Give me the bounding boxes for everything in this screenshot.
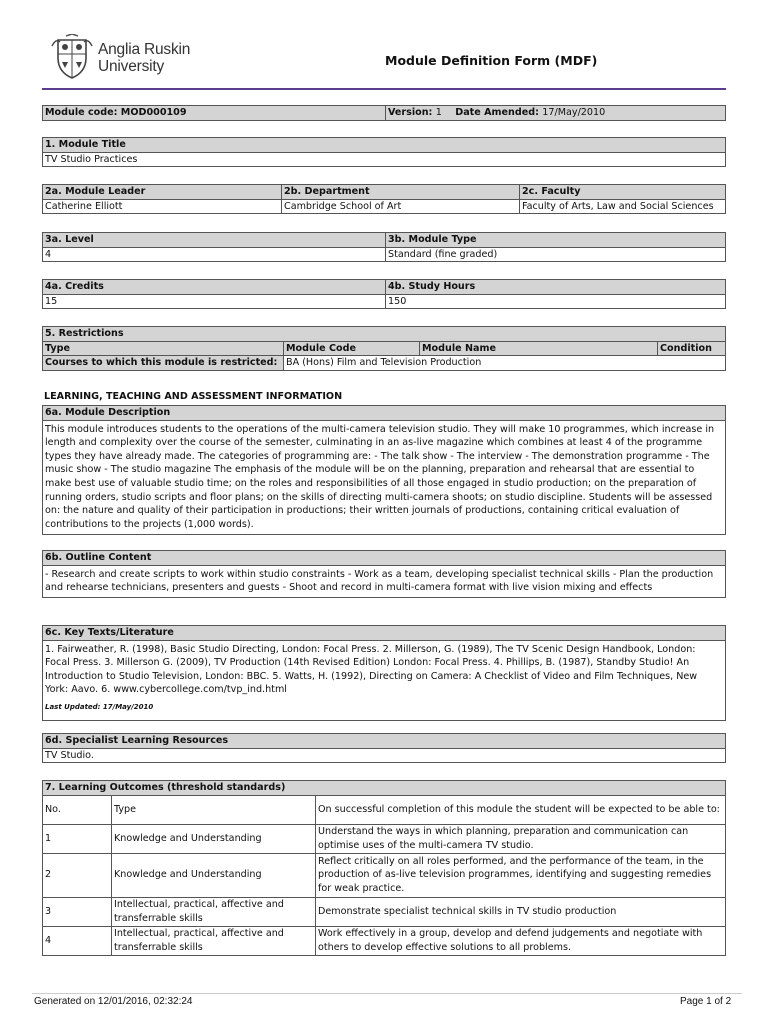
outline-content-table [42, 550, 726, 598]
module-title-table [42, 137, 726, 167]
outcome-text: Reflect critically on all roles performed, and the performance of the team, in the production of as-live television programmes, identifying and suggesting remedies for weak practice. [316, 853, 726, 897]
module-title-value: TV Studio Practices [43, 152, 726, 167]
level-value: 4 [43, 247, 386, 262]
outcome-no: 3 [43, 897, 112, 926]
level-type-table [42, 232, 726, 262]
outcomes-col-type: Type [112, 795, 316, 824]
restrictions-col-code: Module Code [284, 341, 420, 356]
university-name-line2: University [98, 58, 165, 75]
key-texts-body: 1. Fairweather, R. (1998), Basic Studio Directing, London: Focal Press. 2. Millerson, G. (1989), The TV Scenic Design Handbook, London: Focal Press. 3. Millerson G. (2009), TV Production (14th Revised Edition) London: Focal Press. 4. Phillips, B. (1987), Standby Studio! An Introduction to Studio Television, London: BBC. 5. Watts, H. (1992), Directing on Camera: A Checklist of Video and Film Techniques, New York: Aavo. 6. www.cybercollege.com/tvp_ind.html [45, 643, 698, 696]
learning-resources-table [42, 733, 726, 763]
outcome-text: Demonstrate specialist technical skills in TV studio production [316, 897, 726, 926]
date-amended-label: Date Amended: [455, 107, 539, 118]
outcome-text: Understand the ways in which planning, preparation and communication can optimise uses of the multi-camera TV studio. [316, 824, 726, 853]
restrictions-heading: 5. Restrictions [43, 327, 726, 342]
faculty-label: 2c. Faculty [520, 185, 726, 200]
module-type-value: Standard (fine graded) [386, 247, 726, 262]
learning-outcomes-heading: 7. Learning Outcomes (threshold standards) [43, 781, 726, 796]
learning-outcomes-table [42, 780, 726, 956]
version-value: 1 [435, 107, 442, 118]
table-row [43, 897, 726, 926]
key-texts-heading: 6c. Key Texts/Literature [43, 626, 726, 641]
outcome-text: Work effectively in a group, develop and defend judgements and negotiate with others to develop effective solutions to all problems. [316, 926, 726, 955]
outcome-type: Intellectual, practical, affective and transferrable skills [112, 897, 316, 926]
credits-hours-table [42, 279, 726, 309]
outcomes-col-no: No. [43, 795, 112, 824]
faculty-value: Faculty of Arts, Law and Social Sciences [520, 199, 726, 214]
outcome-type: Knowledge and Understanding [112, 853, 316, 897]
leader-department-faculty-table [42, 184, 726, 214]
version-label: Version: [388, 107, 433, 118]
outline-content-heading: 6b. Outline Content [43, 551, 726, 566]
restrictions-col-name: Module Name [420, 341, 658, 356]
credits-value: 15 [43, 294, 386, 309]
outcome-no: 4 [43, 926, 112, 955]
outcome-type: Knowledge and Understanding [112, 824, 316, 853]
last-updated: Last Updated: 17/May/2010 [45, 702, 154, 711]
study-hours-label: 4b. Study Hours [386, 280, 726, 295]
outcome-type: Intellectual, practical, affective and transferrable skills [112, 926, 316, 955]
key-texts-table [42, 625, 726, 721]
university-name-line1: Anglia Ruskin [98, 41, 191, 58]
form-title: Module Definition Form (MDF) [385, 53, 598, 68]
learning-resources-value: TV Studio. [43, 748, 726, 763]
outline-content-body: - Research and create scripts to work within studio constraints - Work as a team, developing specialist technical skills - Plan the production and rehearse technicians, presenters and guests - Shoot and record in multi-camera format with live vision mixing and effects [43, 565, 726, 597]
table-row [43, 824, 726, 853]
module-description-body: This module introduces students to the operations of the multi-camera television studio. They will make 10 programmes, which increase in length and complexity over the course of the semester, culminating in an as-live magazine which combines at least 4 of the programme types they have already made. The categories of programming are: - The talk show - The interview - The demonstration programme - The music show - The studio magazine The emphasis of the module will be on the planning, preparation and rehearsal that are essential to make best use of valuable studio time; on the roles and responsibilities of all those engaged in studio production; on the preparation of running orders, studio scripts and floor plans; on the skills of directing multi-camera shoots; on studio discipline. Students will be assessed on: the nature and quality of their participation in productions; their written journals of productions, containing critical evaluation of contributions to the projects (1,000 words). [43, 420, 726, 535]
restrictions-col-condition: Condition [658, 341, 726, 356]
department-value: Cambridge School of Art [282, 199, 520, 214]
learning-resources-heading: 6d. Specialist Learning Resources [43, 734, 726, 749]
restrictions-row-value: BA (Hons) Film and Television Production [284, 356, 726, 371]
key-texts-cell [43, 640, 726, 720]
generated-timestamp: Generated on 12/01/2016, 02:32:24 [34, 996, 193, 1007]
table-row [43, 853, 726, 897]
restrictions-col-type: Type [43, 341, 284, 356]
module-description-heading: 6a. Module Description [43, 406, 726, 421]
outcome-no: 2 [43, 853, 112, 897]
level-label: 3a. Level [43, 233, 386, 248]
date-amended-value: 17/May/2010 [542, 107, 606, 118]
module-code: Module code: MOD000109 [43, 106, 386, 121]
module-info-table [42, 105, 726, 121]
university-logo [50, 34, 210, 84]
ltai-heading: LEARNING, TEACHING AND ASSESSMENT INFORMATION [44, 391, 343, 402]
restrictions-row-label: Courses to which this module is restricted: [43, 356, 284, 371]
module-leader-label: 2a. Module Leader [43, 185, 282, 200]
table-row [43, 926, 726, 955]
module-title-heading: 1. Module Title [43, 138, 726, 153]
department-label: 2b. Department [282, 185, 520, 200]
page-number: Page 1 of 2 [680, 996, 732, 1007]
study-hours-value: 150 [386, 294, 726, 309]
outcome-no: 1 [43, 824, 112, 853]
module-type-label: 3b. Module Type [386, 233, 726, 248]
footer-divider [32, 993, 742, 994]
version-date-cell [386, 106, 726, 121]
outcomes-col-outcome: On successful completion of this module the student will be expected to be able to: [316, 795, 726, 824]
credits-label: 4a. Credits [43, 280, 386, 295]
crest-icon [50, 34, 94, 80]
restrictions-table [42, 326, 726, 371]
module-description-table [42, 405, 726, 535]
header-divider [42, 88, 726, 90]
module-leader-value: Catherine Elliott [43, 199, 282, 214]
